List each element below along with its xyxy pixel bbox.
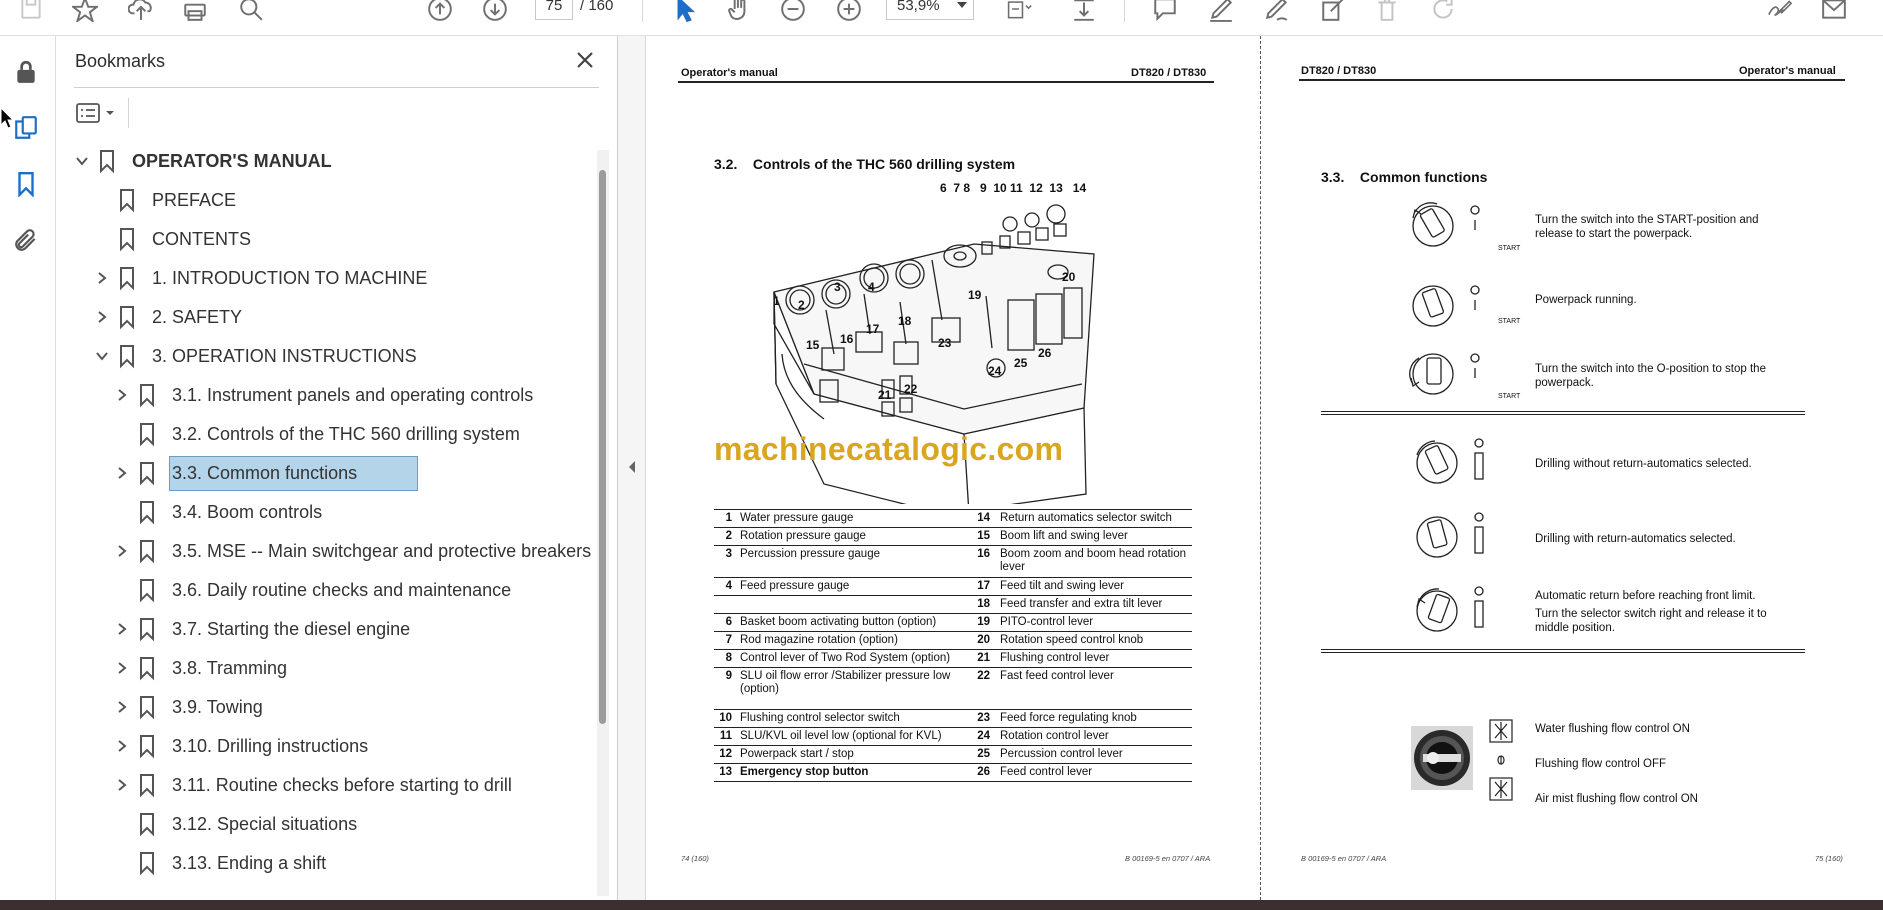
start-label: START [1498,318,1521,325]
diagram-label: 22 [904,382,918,396]
pdf-page-75 [1260,36,1883,900]
legend-row [714,763,1192,781]
bookmark-icon [136,811,158,837]
legend-number: 7 [725,634,732,646]
zoom-in-icon[interactable] [834,0,864,24]
tree-spacer [110,578,134,602]
diagram-label: 15 [806,338,820,352]
collapse-panel-icon[interactable] [627,460,637,474]
bookmark-item[interactable] [70,150,332,179]
taskbar-edge [0,900,1883,910]
pdf-page-74 [646,36,1260,900]
bookmarks-panel [56,36,618,900]
bookmark-icon [96,150,118,174]
redo-icon[interactable] [1428,0,1458,24]
bookmark-label: 3.5. MSE -- Main switchgear and protective breakers [172,540,592,561]
panel-title: Bookmarks [75,51,166,71]
tree-spacer [110,812,134,836]
tree-spacer [110,851,134,875]
bookmark-item[interactable] [110,689,263,725]
bookmark-label: 3.8. Tramming [172,657,288,678]
bookmark-icon [136,772,158,798]
chevron-right-icon[interactable] [110,617,134,641]
bookmark-icon [136,421,158,447]
page-down-icon[interactable] [480,0,510,24]
navigation-rail [0,36,56,900]
legend-bottom-rule [714,781,1192,782]
toolbar-divider [642,0,643,22]
bookmark-item[interactable] [110,416,520,452]
legend-number: 14 [977,512,990,524]
list-options-icon [74,101,104,125]
bookmark-icon [136,694,158,720]
bookmark-label: 2. SAFETY [152,306,243,327]
legend-text: Boom lift and swing lever [1000,530,1128,542]
zoom-select[interactable] [886,0,974,20]
zoom-value: 53,9% [897,0,940,14]
legend-text: Feed control lever [1000,766,1093,778]
chevron-right-icon[interactable] [110,656,134,680]
bookmark-label: OPERATOR'S MANUAL [132,150,332,171]
bookmark-item[interactable] [90,338,417,374]
legend-number: 13 [719,766,732,778]
page-header-right: Operator's manual [1739,65,1836,77]
bookmark-icon [116,304,138,330]
attachment-icon[interactable] [12,226,40,254]
chevron-right-icon[interactable] [110,539,134,563]
legend-row [714,527,1192,545]
chevron-right-icon[interactable] [90,305,114,329]
tree-spacer [90,188,114,212]
mouse-cursor-icon [0,107,14,129]
legend-text: Rotation pressure gauge [740,530,866,542]
divider [74,87,599,88]
legend-number: 19 [977,616,990,628]
bookmark-label: CONTENTS [152,228,251,249]
page-number-input[interactable]: 75 [535,0,573,20]
bookmark-label: 3.7. Starting the diesel engine [172,618,411,639]
legend-number: 22 [977,670,990,682]
legend-text: Flushing control selector switch [740,712,900,724]
watermark-text: machinecatalogic.com [714,431,1064,467]
selector-switch-icons [1409,433,1509,673]
function-text: Flushing flow control OFF [1535,758,1667,770]
bookmark-item[interactable] [110,728,368,764]
legend-text: SLU oil flow error /Stabilizer pressure low (option) [740,670,951,695]
legend-text: Control lever of Two Rod System (option) [740,652,951,664]
legend-row [714,667,1192,709]
bookmark-label: 3.6. Daily routine checks and maintenance [172,579,512,600]
bookmark-icon [136,382,158,408]
start-label: START [1498,393,1521,400]
mail-icon[interactable] [1818,0,1850,24]
legend-text: Feed tilt and swing lever [1000,580,1125,592]
header-rule [1299,79,1845,81]
bookmark-item[interactable] [110,494,322,530]
legend-number: 17 [977,580,990,592]
bookmark-tree [56,150,606,896]
legend-number: 20 [977,634,990,646]
bookmark-icon [136,850,158,876]
diagram-label: 17 [866,322,880,336]
legend-row [714,613,1192,631]
section-rule [1321,649,1805,653]
legend-text: Powerpack start / stop [740,748,854,760]
legend-text: Basket boom activating button (option) [740,616,937,628]
page-footer-left: B 00169-5 en 0707 / ARA [1301,854,1387,863]
function-text: Automatic return before reaching front limit. [1535,590,1756,602]
legend-text: Rod magazine rotation (option) [740,634,898,646]
bookmark-item[interactable] [110,572,511,608]
pages-icon[interactable] [12,114,40,142]
function-text: Water flushing flow control ON [1535,723,1690,735]
upload-icon[interactable] [126,0,156,24]
legend-row [714,577,1192,595]
legend-text: Flushing control lever [1000,652,1110,664]
bookmark-item[interactable] [90,299,242,335]
legend-row [714,745,1192,763]
diagram-label: 25 [1014,356,1028,370]
legend-row [714,631,1192,649]
bookmark-item[interactable] [90,260,427,296]
bookmark-icon [116,265,138,291]
page-header-left: Operator's manual [681,67,778,79]
diagram-top-labels: 6 7 8 9 10 11 12 13 14 [940,181,1087,195]
page-footer-right: B 00169-5 en 0707 / ARA [1125,854,1211,863]
function-text: Drilling without return-automatics selected. [1535,458,1752,470]
bookmark-icon [136,577,158,603]
chevron-right-icon[interactable] [110,773,134,797]
bookmark-label: 3. OPERATION INSTRUCTIONS [152,345,417,366]
lock-icon[interactable] [12,58,40,86]
legend-text: Emergency stop button [740,766,869,778]
bookmark-item[interactable] [90,221,251,257]
function-text: Drilling with return-automatics selected. [1535,533,1736,545]
legend-row [714,509,1192,527]
bookmark-label: 3.11. Routine checks before starting to drill [172,774,512,795]
legend-number: 1 [725,512,732,524]
function-text: Turn the selector switch right and release it to middle position. [1535,608,1767,634]
bookmark-icon [116,226,138,252]
diagram-label: 26 [1038,346,1052,360]
diagram-label: 20 [1062,270,1076,284]
legend-text: Percussion control lever [1000,748,1123,760]
bookmark-label: 3.2. Controls of the THC 560 drilling system [172,423,520,444]
bookmark-label: 3.9. Towing [172,696,263,717]
draw-icon[interactable] [1262,0,1292,24]
section-rule [1321,411,1805,415]
legend-text: PITO-control lever [1000,616,1094,628]
panel-splitter[interactable] [618,36,646,900]
chevron-down-icon [957,2,967,8]
tree-spacer [110,500,134,524]
close-icon[interactable] [573,48,597,72]
delete-icon[interactable] [1372,0,1402,24]
legend-row [714,709,1192,727]
diagram-label: 3 [834,280,841,294]
page-total: / 160 [580,0,614,14]
chevron-down-icon[interactable] [70,150,94,173]
bookmark-label: 1. INTRODUCTION TO MACHINE [152,267,428,288]
toolbar [0,0,1883,36]
bookmark-icon [116,187,138,213]
legend-text: SLU/KVL oil level low (optional for KVL) [740,730,942,742]
star-icon[interactable] [70,0,100,24]
tree-spacer [90,227,114,251]
page-header-left: DT820 / DT830 [1301,65,1377,77]
bookmark-label: PREFACE [152,189,237,210]
search-icon[interactable] [236,0,266,24]
function-text: Turn the switch into the O-position to stop the powerpack. [1535,363,1766,389]
comment-icon[interactable] [1150,0,1180,24]
bookmark-label: 3.1. Instrument panels and operating controls [172,384,534,405]
legend-text: Rotation speed control knob [1000,634,1144,646]
page-footer-left: 74 (160) [681,854,709,863]
legend-number: 3 [725,548,732,560]
page-footer-right: 75 (160) [1815,854,1843,863]
diagram-label: 2 [798,298,805,312]
page-up-icon[interactable] [425,0,455,24]
bookmark-icon [136,538,158,564]
highlight-icon[interactable] [1206,0,1236,24]
legend-number: 2 [725,530,732,542]
bookmark-item[interactable] [110,845,326,881]
legend-row [714,595,1192,613]
legend-text: Rotation control lever [1000,730,1109,742]
diagram-label: 21 [878,388,892,402]
diagram-label: 24 [988,364,1002,378]
function-text: Air mist flushing flow control ON [1535,793,1698,805]
legend-text: Feed force regulating knob [1000,712,1137,724]
legend-row [714,545,1192,577]
legend-number: 15 [977,530,990,542]
legend-row [714,649,1192,667]
diagram-label: 23 [938,336,952,350]
chevron-right-icon[interactable] [110,461,134,485]
legend-number: 11 [719,730,732,742]
legend-number: 24 [977,730,990,742]
diagram-label: 18 [898,314,912,328]
bookmark-item[interactable] [110,533,591,569]
fit-page-icon[interactable] [1000,0,1038,24]
tree-spacer [110,422,134,446]
bookmark-icon [136,655,158,681]
bookmark-icon[interactable] [12,170,40,198]
legend-number: 25 [977,748,990,760]
bookmark-icon [136,616,158,642]
bookmark-label: 3.10. Drilling instructions [172,735,369,756]
bookmark-label: 3.13. Ending a shift [172,852,327,873]
legend-number: 4 [725,580,732,592]
diagram-label: 16 [840,332,854,346]
legend-text: Return automatics selector switch [1000,512,1172,524]
legend-number: 18 [977,598,990,610]
section-title: 3.2. Controls of the THC 560 drilling system [714,156,1016,172]
bookmark-item[interactable] [110,455,417,491]
header-rule [678,81,1214,83]
edit-icon[interactable] [1318,0,1348,24]
flushing-symbols [1487,718,1517,808]
page-header-right: DT820 / DT830 [1131,67,1207,79]
legend-number: 23 [977,712,990,724]
flushing-knob-photo [1411,726,1473,790]
scroll-mode-icon[interactable] [1068,0,1100,24]
bookmark-label: 3.4. Boom controls [172,501,323,522]
bookmark-item[interactable] [110,377,533,413]
bookmark-icon [136,733,158,759]
function-text: Turn the switch into the START-position and release to start the powerpack. [1535,214,1759,240]
legend-number: 8 [725,652,732,664]
bookmark-icon [116,343,138,369]
bookmark-label: 3.3. Common functions [170,457,417,490]
legend-text: Feed transfer and extra tilt lever [1000,598,1163,610]
legend-number: 21 [977,652,990,664]
bookmark-icon [136,460,158,486]
function-text: Powerpack running. [1535,294,1637,306]
chevron-right-icon[interactable] [110,383,134,407]
diagram-label: 19 [968,288,982,302]
scrollbar-thumb[interactable] [599,170,606,724]
legend-number: 9 [725,670,732,682]
bookmark-label: 3.12. Special situations [172,813,358,834]
zoom-out-icon[interactable] [778,0,808,24]
legend-row [714,727,1192,745]
legend-text: Percussion pressure gauge [740,548,880,560]
legend-number: 12 [719,748,732,760]
chevron-right-icon[interactable] [110,734,134,758]
toolbar-divider [1124,0,1125,22]
bookmark-item[interactable] [110,611,410,647]
bookmark-item[interactable] [110,767,512,803]
save-icon[interactable] [16,0,46,24]
chevron-right-icon[interactable] [110,695,134,719]
chevron-down-icon [104,101,116,125]
select-cursor-icon[interactable] [670,0,700,24]
bookmark-options-button[interactable] [74,99,120,127]
section-title: 3.3. Common functions [1321,169,1488,185]
legend-text: Water pressure gauge [740,512,854,524]
sign-icon[interactable] [1762,0,1796,24]
hand-icon[interactable] [724,0,754,24]
bookmark-item[interactable] [110,806,357,842]
bookmark-item[interactable] [110,650,287,686]
legend-number: 16 [977,548,990,560]
document-view [646,36,1883,900]
diagram-label: 4 [868,280,875,294]
legend-text: Feed pressure gauge [740,580,850,592]
legend-text: Fast feed control lever [1000,670,1114,682]
legend-number: 6 [725,616,732,628]
diagram-label: 1 [773,294,780,308]
divider [128,98,129,128]
chevron-down-icon[interactable] [90,344,114,368]
legend-text: Boom zoom and boom head rotation lever [1000,548,1187,573]
legend-number: 10 [719,712,732,724]
bookmark-item[interactable] [90,182,236,218]
print-icon[interactable] [180,0,210,24]
bookmark-icon [136,499,158,525]
start-label: START [1498,245,1521,252]
legend-number: 26 [977,766,990,778]
chevron-right-icon[interactable] [90,266,114,290]
